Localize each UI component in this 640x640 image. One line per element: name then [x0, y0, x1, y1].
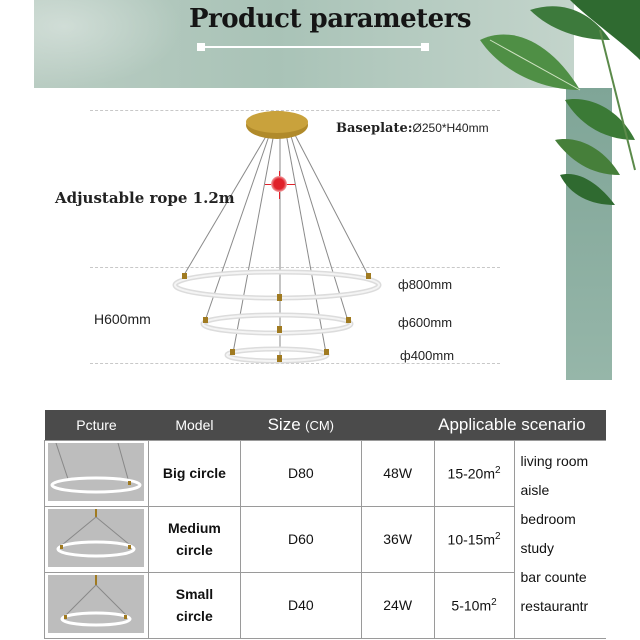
header-scenario: Applicable scenario	[434, 410, 606, 440]
scenario-item: bedroom	[520, 510, 576, 527]
model-cell: Small circle	[148, 572, 240, 638]
height-label: H600mm	[94, 311, 151, 327]
ring-label-small: ф400mm	[400, 348, 455, 363]
size-cell: D80	[240, 440, 361, 506]
scenario-item: aisle	[520, 481, 550, 498]
picture-cell	[45, 440, 149, 506]
small-circle-thumbnail	[48, 575, 144, 633]
big-circle-thumbnail	[48, 443, 144, 501]
area-cell: $15-20m^2$	[434, 440, 514, 506]
picture-cell	[45, 572, 149, 638]
page-title: Product parameters	[188, 4, 472, 34]
area-cell: $5-10m^2$	[434, 572, 514, 638]
ring-label-medium: ф600mm	[398, 315, 453, 330]
chandelier-diagram	[40, 95, 560, 380]
title-underline-dot-left	[197, 43, 205, 51]
model-cell: Big circle	[148, 440, 240, 506]
scenario-item: restaurantr	[520, 597, 589, 614]
chandelier-drawing	[40, 95, 560, 380]
baseplate-label: Baseplate:Ø250*H40mm	[336, 121, 489, 136]
ring-label-large: ф800mm	[398, 277, 453, 292]
size-cell: D60	[240, 506, 361, 572]
rope-label: Adjustable rope 1.2m	[55, 189, 235, 207]
power-cell: 36W	[361, 506, 434, 572]
picture-cell	[45, 506, 149, 572]
power-cell: 48W	[361, 440, 434, 506]
power-cell: 24W	[361, 572, 434, 638]
header-model: Model	[148, 410, 240, 440]
scenario-item: bar counte	[520, 568, 587, 585]
size-cell: D40	[240, 572, 361, 638]
header-picture: Pcture	[45, 410, 149, 440]
target-marker-icon	[271, 176, 287, 192]
table-row	[45, 440, 607, 506]
header-power	[361, 410, 434, 440]
medium-circle-thumbnail	[48, 509, 144, 567]
scenario-item: living room	[520, 452, 589, 469]
table-header-row	[45, 410, 607, 440]
scenario-item: study	[520, 539, 554, 556]
title-underline	[200, 46, 426, 48]
model-cell: Medium circle	[148, 506, 240, 572]
header-size: Size (CM)	[240, 410, 361, 440]
title-underline-dot-right	[421, 43, 429, 51]
area-cell: $10-15m^2$	[434, 506, 514, 572]
scenario-list	[514, 440, 606, 638]
parameter-table	[44, 410, 606, 639]
